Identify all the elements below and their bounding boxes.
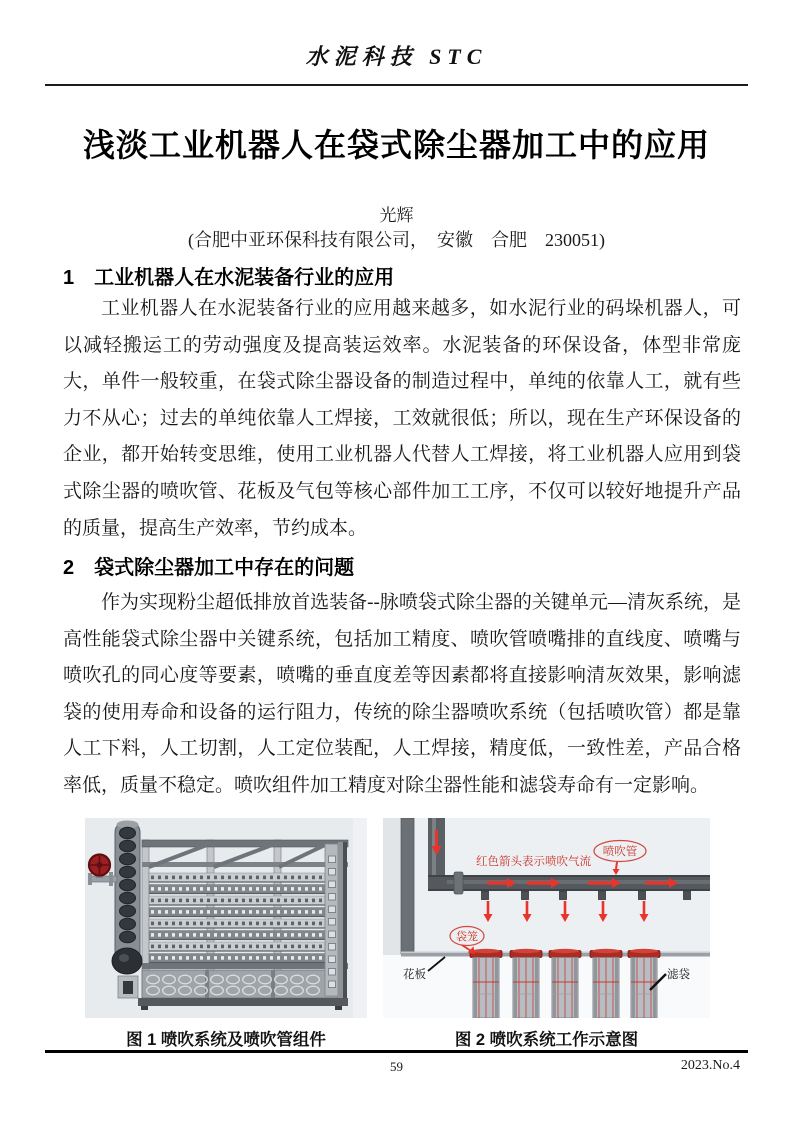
figure-2-caption: 图 2 喷吹系统工作示意图 [454, 1031, 639, 1049]
section-1-heading: 1 工业机器人在水泥装备行业的应用 [63, 267, 395, 289]
article-title: 浅淡工业机器人在袋式除尘器加工中的应用 [82, 127, 710, 163]
journal-header: 水泥科技 STC [305, 44, 488, 69]
section-2-paragraph: 作为实现粉尘超低排放首选装备--脉喷袋式除尘器的关键单元—清灰系统，是高性能袋式除尘器中关键系统，包括加工精度、喷吹管喷嘴排的直线度、喷嘴与喷吹孔的同心度等要素，喷嘴的垂直度差等因素都将直接影响清灰效果，影响滤袋的使用寿命和设备的运行阻力，传统的除尘器喷吹系统（包括喷吹管）都是靠人工下料，人工切割，人工定位装配，人工焊接，精度低，一致性差，产品合格率低，质量不稳定。喷吹组件加工精度对除尘器性能和滤袋寿命有一定影响。 [63, 592, 741, 796]
fig2-filter-bags [470, 949, 660, 1018]
section-2-heading: 2 袋式除尘器加工中存在的问题 [63, 557, 355, 579]
figure-1-canvas [85, 818, 367, 1018]
page-number: 59 [390, 1059, 403, 1074]
footer-rule [45, 1050, 748, 1053]
fig1-base-rail [138, 998, 348, 1006]
valve-handwheel-icon [89, 855, 110, 876]
fig2-filter-bag-label: 滤袋 [667, 969, 690, 981]
figure-2-canvas [383, 818, 710, 1018]
issue-number: 2023.No.4 [680, 1058, 740, 1073]
fig2-tube-sheet-label: 花板 [403, 969, 426, 981]
fig1-tank-ports [120, 827, 136, 943]
author-affiliation: (合肥中亚环保科技有限公司， 安徽 合肥 230051) [188, 230, 605, 250]
fig2-blow-pipe-label: 喷吹管 [602, 846, 638, 858]
header-rule [45, 84, 748, 86]
fig2-left-wall [401, 818, 414, 954]
fig2-bag-cage-label: 袋笼 [456, 931, 478, 943]
section-1-paragraph: 工业机器人在水泥装备行业的应用越来越多，如水泥行业的码垛机器人，可以减轻搬运工的劳动强度及提高装运效率。水泥装备的环保设备，体型非常庞大，单件一般较重，在袋式除尘器设备的制造过程中，单纯的依靠人工，就有些力不从心；过去的单纯依靠人工焊接，工效就很低；所以，现在生产环保设备的企业，都开始转变思维，使用工业机器人代替人工焊接，将工业机器人应用到袋式除尘器的喷吹管、花板及气包等核心部件加工工序，不仅可以较好地提升产品的质量，提高生产效率，节约成本。 [63, 298, 741, 539]
figure-1-blowing-system [85, 818, 367, 1018]
figure-1-caption: 图 1 喷吹系统及喷吹管组件 [126, 1031, 326, 1049]
figure-2-working-schematic [383, 818, 710, 1018]
author-name: 光辉 [379, 206, 414, 225]
fig2-airflow-note: 红色箭头表示喷吹气流 [476, 856, 591, 868]
